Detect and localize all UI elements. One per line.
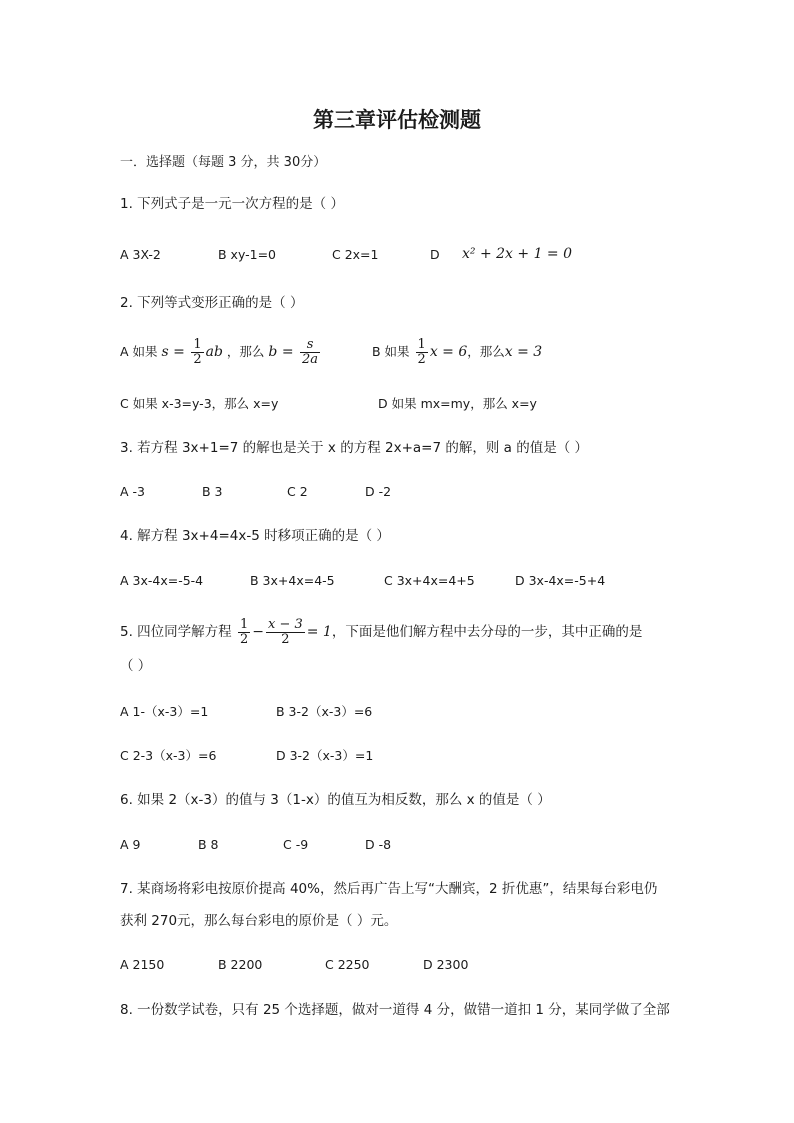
q2-option-b	[372, 332, 542, 372]
q1-option-a: A 3X-2	[120, 247, 161, 262]
q6-option-d: D -8	[365, 837, 392, 852]
q3-option-a: A -3	[120, 484, 145, 499]
q2-b-end: x = 3	[504, 344, 543, 360]
q5-stem-pre: 5. 四位同学解方程	[120, 624, 232, 640]
q1-option-c: C 2x=1	[332, 247, 379, 262]
q6-option-c: C -9	[283, 837, 309, 852]
page-title: 第三章评估检测题	[313, 107, 481, 132]
q4-option-d: D 3x-4x=-5+4	[515, 573, 606, 588]
q3-option-d: D -2	[365, 484, 392, 499]
q2-a-fraction2	[300, 338, 320, 367]
q5-option-a: A 1-（x-3）=1	[120, 704, 209, 719]
q5-option-c: C 2-3（x-3）=6	[120, 748, 217, 763]
q4-option-a: A 3x-4x=-5-4	[120, 573, 204, 588]
q1-option-b: B xy-1=0	[218, 247, 277, 262]
q7-option-b: B 2200	[218, 957, 263, 972]
q7-option-c: C 2250	[325, 957, 370, 972]
q3-option-c: C 2	[287, 484, 308, 499]
q2-a-frac2-den: 2a	[302, 352, 319, 367]
q5-fraction-2	[266, 618, 305, 647]
question-5-stem-line2: （ ）	[120, 658, 152, 674]
q7-option-a: A 2150	[120, 957, 165, 972]
q2-a-eq2: =	[277, 344, 299, 360]
q2-b-fraction	[416, 338, 428, 367]
q2-b-rest: x = 6	[429, 344, 468, 360]
q2-a-frac-den: 2	[193, 352, 202, 367]
q4-option-b: B 3x+4x=4-5	[250, 573, 335, 588]
q6-option-a: A 9	[120, 837, 141, 852]
q2-a-mid: ，那么	[226, 344, 265, 359]
question-6-stem: 6. 如果 2（x-3）的值与 3（1-x）的值互为相反数，那么 x 的值是（ ）	[120, 792, 551, 808]
q1-option-d-math: x² + 2x + 1 = 0	[462, 246, 573, 262]
q5-fraction-1	[238, 618, 250, 647]
q2-b-frac-num: 1	[417, 337, 426, 352]
q1-option-d-label: D	[430, 247, 440, 262]
q2-option-a	[120, 332, 322, 372]
q6-option-b: B 8	[198, 837, 219, 852]
q2-option-d: D 如果 mx=my，那么 x=y	[378, 396, 537, 411]
q2-b-label: B 如果	[372, 344, 410, 359]
q3-option-b: B 3	[202, 484, 223, 499]
q2-a-ab: ab	[205, 344, 223, 360]
question-7-stem-line2: 获利 270元，那么每台彩电的原价是（ ）元。	[120, 913, 398, 929]
section-heading: 一．选择题（每题 3 分，共 30分）	[120, 155, 327, 170]
q5-stem-post: ，下面是他们解方程中去分母的一步，其中正确的是	[331, 624, 643, 640]
q2-option-c: C 如果 x-3=y-3，那么 x=y	[120, 396, 279, 411]
q5-f1-den: 2	[239, 631, 249, 647]
q5-minus: −	[252, 624, 264, 640]
q5-f2-num: x − 3	[267, 616, 303, 632]
question-1-stem: 1. 下列式子是一元一次方程的是（ ）	[120, 196, 344, 212]
q4-option-c: C 3x+4x=4+5	[384, 573, 475, 588]
q2-b-mid: ，那么	[467, 344, 505, 359]
question-3-stem: 3. 若方程 3x+1=7 的解也是关于 x 的方程 2x+a=7 的解，则 a 的值是（ ）	[120, 440, 588, 456]
q5-f2-den: 2	[281, 631, 290, 647]
q2-a-frac2-num: s	[300, 338, 320, 353]
question-7-stem: 7. 某商场将彩电按原价提高 40%，然后再广告上写“大酬宾，2 折优惠”，结果每台彩电仍	[120, 881, 658, 897]
q2-a-s: s	[161, 344, 169, 360]
q2-a-frac-num: 1	[193, 337, 202, 352]
question-5-stem	[120, 612, 642, 652]
q2-a-b: b	[268, 344, 278, 360]
q5-option-b: B 3-2（x-3）=6	[276, 704, 373, 719]
question-8-stem: 8. 一份数学试卷，只有 25 个选择题，做对一道得 4 分，做错一道扣 1 分，某同学做了全部	[120, 1002, 670, 1018]
q5-eq: = 1	[306, 624, 332, 640]
q5-option-d: D 3-2（x-3）=1	[276, 748, 374, 763]
q2-b-frac-den: 2	[417, 352, 426, 367]
q2-a-eq1: =	[168, 344, 190, 360]
q2-a-fraction	[191, 338, 203, 367]
question-4-stem: 4. 解方程 3x+4=4x-5 时移项正确的是（ ）	[120, 528, 390, 544]
question-2-stem: 2. 下列等式变形正确的是（ ）	[120, 295, 304, 311]
q5-f1-num: 1	[239, 616, 249, 632]
q2-a-label: A 如果	[120, 344, 158, 359]
q7-option-d: D 2300	[423, 957, 469, 972]
